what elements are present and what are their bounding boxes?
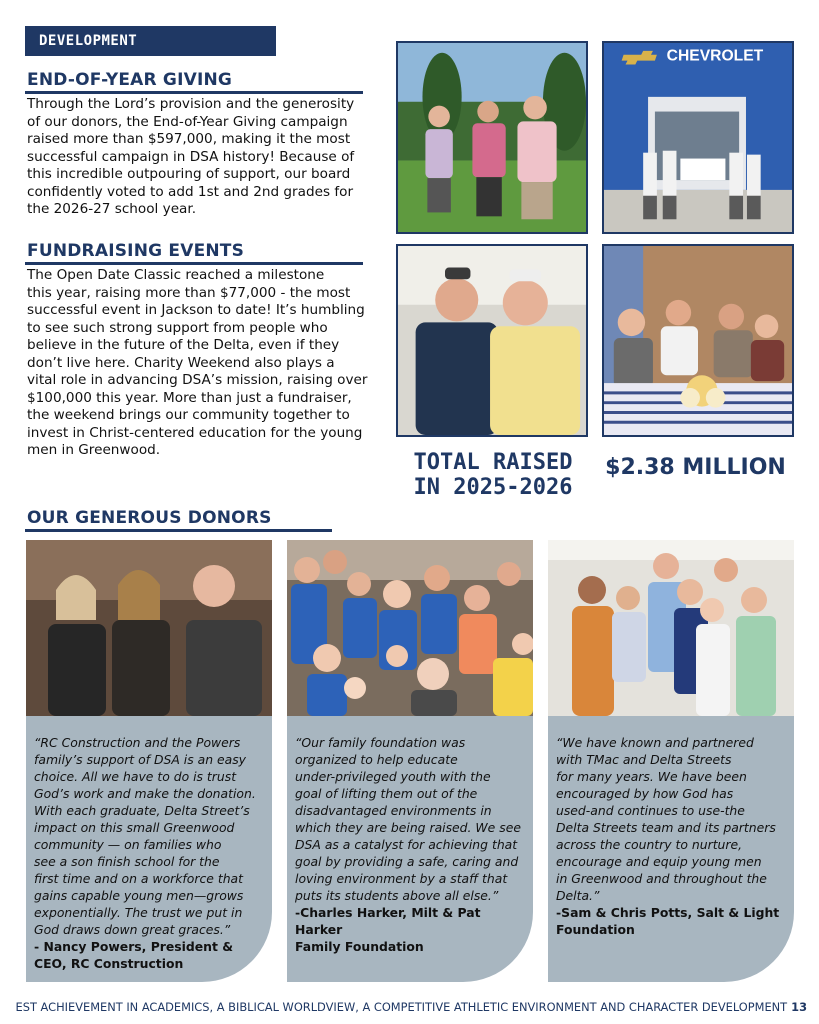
dinner-table-photo [602, 244, 794, 437]
events-body: The Open Date Classic reached a milestone this year, raising more than $77,000 - the most successful event in Jackson to date! It’s humbling to see such strong support from people who believe in the future of the Delta, even if they don’t live here. Charity Weekend also plays a vital role in advancing DSA’s mission, raising over $100,000 this year. More than just a fundraiser, the weekend brings our community together to invest in Christ-centered education for the young men in Greenwood. [27, 267, 368, 458]
page-number: 13 [791, 1000, 807, 1014]
giving-body: Through the Lord’s provision and the generosity of our donors, the End-of-Year Giving campaign raised more than $597,000, making it the most successful campaign in DSA history! Because of this incredible outpouring of support, our board confidently voted to add 1st and 2nd grades for the 2026-27 school year. [27, 96, 355, 217]
donor-quote-card-powers [26, 716, 272, 982]
donor-quote-card-potts [548, 716, 794, 982]
events-heading: FUNDRAISING EVENTS [27, 241, 245, 261]
giving-heading-rule [25, 91, 363, 94]
dealership-photo [602, 41, 794, 234]
donor-photo-harker [287, 540, 533, 716]
donor-quote: “Our family foundation was organized to help educate under-privileged youth with the goal of lifting them out of the disadvantaged environments in which they are being raised. We see DSA as a catalyst for achieving that goal by providing a safe, caring and loving environment by a staff that puts its students above all else.” [295, 735, 521, 903]
giving-heading: END-OF-YEAR GIVING [27, 70, 233, 90]
footer-mission-line [0, 996, 819, 1018]
donor-quote: “We have known and partnered with TMac and Delta Streets for many years. We have been encouraged by how God has used-and continues to use-the Delta Streets team and its partners across the country to nurture, encourage and equip young men in Greenwood and throughout the Delta.” [556, 735, 776, 903]
donor-attribution: - Nancy Powers, President & CEO, RC Construction [34, 939, 234, 971]
donor-quote: “RC Construction and the Powers family’s support of DSA is an easy choice. All we have to do is trust God’s work and make the donation. With each graduate, Delta Street’s impact on this small Greenwood community — on families who see a son finish school for the first time and on a workforce that gains capable young men—grows exponentially. The trust we put in God draws down great graces.” [34, 735, 256, 937]
two-men-photo [396, 244, 588, 437]
golf-photo [396, 41, 588, 234]
chevrolet-sign: CHEVROLET [666, 47, 764, 65]
donors-heading: OUR GENEROUS DONORS [27, 508, 272, 528]
donor-attribution: -Sam & Chris Potts, Salt & Light Foundation [556, 905, 780, 937]
donor-photo-powers [26, 540, 272, 716]
footer-text: EST ACHIEVEMENT IN ACADEMICS, A BIBLICAL WORLDVIEW, A COMPETITIVE ATHLETIC ENVIRONMENT AND CHARACTER DEVELOPMENT [15, 1000, 788, 1014]
donors-heading-rule [25, 529, 332, 532]
section-tab: DEVELOPMENT [25, 26, 276, 56]
events-heading-rule [25, 262, 363, 265]
total-raised-label: TOTAL RAISED IN 2025-2026 [413, 450, 573, 500]
donor-quote-card-harker [287, 716, 533, 982]
donor-photo-potts [548, 540, 794, 716]
donor-attribution: -Charles Harker, Milt & Pat Harker Family Foundation [295, 905, 481, 954]
total-raised-value: $2.38 MILLION [605, 455, 786, 480]
